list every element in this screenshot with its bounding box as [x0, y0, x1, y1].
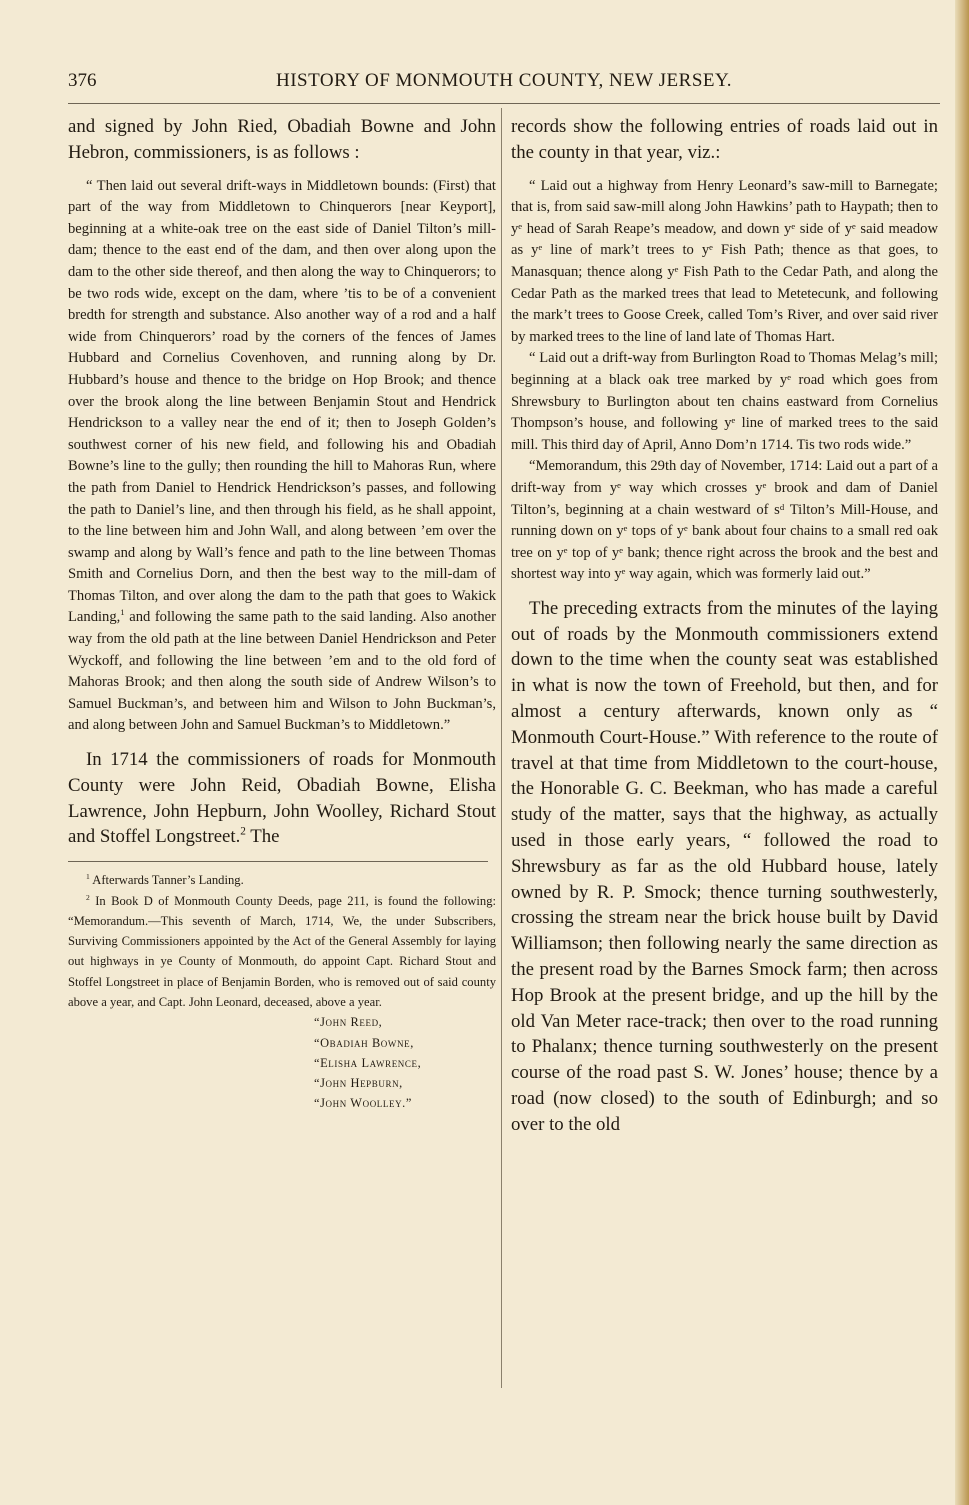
signature-line: “Obadiah Bowne, [314, 1035, 414, 1050]
page-edge [955, 0, 969, 1505]
left-column [68, 114, 496, 1114]
footnote-ref-1: 1 [120, 607, 125, 618]
footnote-ref-2: 2 [240, 826, 246, 839]
page-title: HISTORY OF MONMOUTH COUNTY, NEW JERSEY. [275, 70, 733, 91]
memorandum-quote: “Memorandum, this 29th day of November, 1714: Laid out a part of a drift-way from yᵉ way which crosses yᵉ brook and dam of Daniel Tilton’s, beginning at a chain westward of sᵈ Tilton’s Mill-House, and running down on yᵉ tops of yᵉ bank about four chains to a small red oak tree on yᵉ top of yᵉ bank; thence right across the brook and the best and shortest way into yᵉ way again, which was formerly laid out.” [511, 458, 938, 583]
signature-line: “Elisha Lawrence, [314, 1055, 422, 1070]
commissioners-paragraph: In 1714 the commissioners of roads for Monmouth County were John Reid, Obadiah Bowne, Elisha Lawrence, John Hepburn, John Woolley, Richard Stout and Stoffel Longstreet.$^2$ The [68, 749, 496, 848]
burlington-quote: “ Laid out a drift-way from Burlington Road to Thomas Melag’s mill; beginning at a black oak tree marked by yᵉ road which goes from Shrewsbury to Burlington about ten chains eastward from Cornelius Thompson’s house, and following yᵉ line of marked trees to the said mill. This third day of April, Anno Dom’n 1714. Tis two rods wide.” [511, 350, 938, 453]
running-header [68, 64, 940, 98]
footnote-rule [68, 861, 488, 862]
route-paragraph: The preceding extracts from the minutes of the laying out of roads by the Monmouth commissioners extend down to the time when the county seat was established in what is now the town of Freehold, but then, and for almost a century afterwards, known only as “ Monmouth Court-House.” With reference to the route of travel at that time from Middletown to the court-house, the Honorable G. C. Beekman, who has made a careful study of the matter, says that the highway, as actually used in those early years, “ followed the road to Shrewsbury as far as the old Hubbard house, lately owned by R. P. Smock; thence turning southwesterly, crossing the stream near the brick house built by David Williamson; then following nearly the same direction as the present road by the Barnes Smock farm; then across Hop Brook at the present bridge, and up the hill by the old Van Meter race-track; then over to the road running to Phalanx; thence turning southwesterly on the present course of the road past S. W. Jones’ house; thence by a road (now closed) to the south of Edinburgh; and so over to the old [511, 597, 938, 1135]
signature-block [68, 1012, 496, 1113]
footnote-1: $^1$ Afterwards Tanner’s Landing. [86, 872, 244, 888]
records-intro: records show the following entries of roads laid out in the county in that year, viz.: [511, 116, 938, 163]
page-number: 376 [68, 70, 97, 91]
column-divider [501, 108, 502, 1388]
driftway-quote: “ Then laid out several drift-ways in Middletown bounds: (First) that part of the way from Middletown to Chinquerors [near Keyport], beginning at a white-oak tree on the east side of Daniel Tilton’s mill-dam; thence to the east end of the dam, and then over along upon the dam to the other side thereof, and then along the way to Chinquerors; to be two rods wide, except on the dam, where ’tis to be of a convenient bredth for strength and substance. Also another way of a rod and a half wide from Chinquerors’ road by the corners of the fences of James Hubbard and Cornelius Covenhoven, and running along by Dr. Hubbard’s house and thence to the bridge on Hop Brook; and thence over the brook along the line between Benjamin Stout and Hendrick Hendrickson to a valley near the end of it; then to Joseph Golden’s southwest corner of his new field, and following his and Obadiah Bowne’s line to the gully; then rounding the hill to Mahoras Run, where the path from Daniel to Hendrick Hendrickson’s passes, and following the path to Daniel’s line, and then through his field, as he shall appoint, to the line between him and John Wall, and along between ’em over the swamp and along by Wall’s fence and path to the line between Thomas Smith and Cornelius Dorn, and then the best way to the mill-dam of Thomas Tilton, and over along the dam to the path that goes to Wakick Landing,$^1$ and following the same path to the said landing. Also another way from the old path at the line between Daniel Hendrickson and Peter Wyckoff, and following the line between ’em and to the old ford of Mahoras Brook; and then along the south side of Andrew Wilson’s to Samuel Buckman’s, and between him and Wilson to John Buckman’s, and along between John and Samuel Buckman’s to Middletown.” [68, 177, 496, 734]
highway-quote: “ Laid out a highway from Henry Leonard’s saw-mill to Barnegate; that is, from said saw-mill along John Hawkins’ path to Haypath; then to yᵉ head of Sarah Reape’s meadow, and down yᵉ side of yᵉ said meadow as yᵉ line of mark’t trees to yᵉ Fish Path; thence as that goes, to Manasquan; thence along yᵉ Fish Path to the Cedar Path, and along the Cedar Path as the marked trees that lead to Metetecunk, and following the mark’t trees to Goose Creek, called Tom’s River, and over said river by marked trees to the line of land late of Thomas Hart. [511, 177, 938, 345]
signature-line: “John Hepburn, [314, 1076, 403, 1091]
signature-line: “John Reed, [314, 1015, 383, 1030]
signature-line: “John Woolley.” [314, 1096, 412, 1111]
footnote-2: $^2$ In Book D of Monmouth County Deeds, page 211, is found the following: “Memorandum.—This seventh of March, 1714, We, the under Subscribers, Surviving Commissioners appointed by the Act of the General Assembly for laying out highways in ye County of Monmouth, do appoint Capt. Richard Stout and Stoffel Longstreet in place of Benjamin Borden, who is removed out of said county above a year, and Capt. John Leonard, deceased, above a year. [68, 892, 496, 1009]
right-column [511, 114, 938, 1138]
intro-text: and signed by John Ried, Obadiah Bowne and John Hebron, commissioners, is as follows : [68, 116, 496, 163]
header-rule [68, 103, 940, 104]
